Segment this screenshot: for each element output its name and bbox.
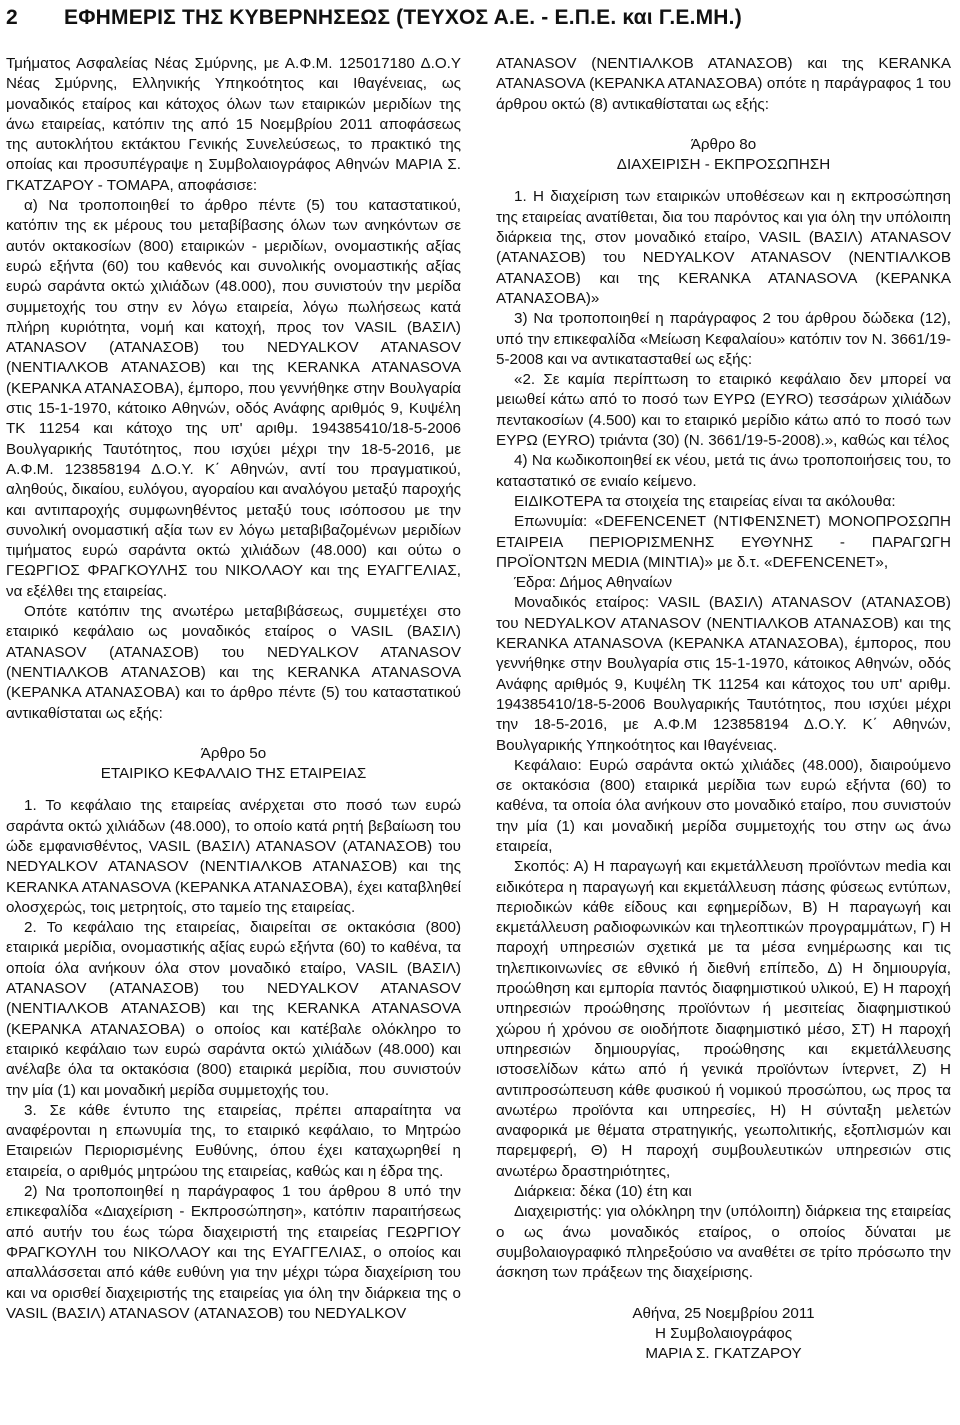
left-column (6, 54, 461, 1324)
article-8-title: ΔΙΑΧΕΙΡΙΣΗ - ΕΚΠΡΟΣΩΠΗΣΗ (616, 156, 831, 174)
article-5-heading: Άρθρο 5ο (200, 744, 267, 762)
signature-date: Αθήνα, 25 Νοεμβρίου 2011 (632, 1304, 815, 1322)
company-name: Επωνυμία: «DEFENCENET (ΝΤΙΦΕΝΣΝΕΤ) ΜΟΝΟΠΡΟΣΩΠΗ ΕΤΑΙΡΕΙΑ ΠΕΡΙΟΡΙΣΜΕΝΗΣ ΕΥΘΥΝΗΣ - ΠΑΡΑΓΩΓΗ ΠΡΟΪΟΝΤΩΝ MEDIA (ΜΙΝΤΙΑ)» με δ.τ. «DEFENCENET», (496, 513, 951, 571)
article-5-para-2: 2. Το κεφάλαιο της εταιρείας, διαιρείται σε οκτακόσια (800) εταιρικά μερίδια, ονομαστικής αξίας ευρώ εξήντα (60) το καθένα, τα οποία όλα ανήκουν όλα στον μοναδικό εταίρο, VASIL (ΒΑΣΙΛ) ATANASOV (ΑΤΑΝΑΣΟΒ) του NEDYALKOV ATANASOV (ΝΕΝΤΙΑΛΚΟΒ ΑΤΑΝΑΣΟΒ) και της KERANKA ATANASOVA (ΚΕΡΑΝΚΑ ΑΤΑΝΑΣΟΒΑ) ο οποίος και κατέβαλε ολόκληρο το εταιρικό κεφάλαιο των ευρώ σαράντα οκτώ χιλιάδων (48.000) και ανέλαβε όλα τα οκτακόσια (800) εταιρικά μερίδια, που συνιστούν την μία (1) και μοναδική μερίδα συμμετοχής του. (6, 919, 461, 1099)
article-5-title: ΕΤΑΙΡΙΚΟ ΚΕΦΑΛΑΙΟ ΤΗΣ ΕΤΑΙΡΕΙΑΣ (100, 765, 367, 783)
company-seat: Έδρα: Δήμος Αθηναίων (514, 574, 673, 592)
right-column (496, 54, 951, 1364)
company-details-intro: ΕΙΔΙΚΟΤΕΡΑ τα στοιχεία της εταιρείας είναι τα ακόλουθα: (514, 492, 896, 510)
paragraph-amendment-a: α) Να τροποποιηθεί το άρθρο πέντε (5) του καταστατικού, κατόπιν της εκ μέρους του μεταβίβασης όλων των ανηκόντων σε αυτόν οκτακοσίων (800) εταιρικών - μεριδίων, ονομαστικής αξίας ευρώ εξήντα (60) του καθενός και συνολικής ονομαστικής αξίας ευρώ σαράντα οκτώ χιλιάδων (48.000), που συνιστούν την μερίδα συμμετοχής του στην εν λόγω εταιρεία, λόγω πωλήσεως κατά πλήρη κυριότητα, νομή και κατοχή, προς τον VASIL (ΒΑΣΙΛ) ATANASOV (ΑΤΑΝΑΣΟΒ) του NEDYALKOV ATANASOV (ΝΕΝΤΙΑΛΚΟΒ ΑΤΑΝΑΣΟΒ) και της KERANKA ATANASOVA (ΚΕΡΑΝΚΑ ΑΤΑΝΑΣΟΒΑ), έμπορο, που γεννήθηκε στην Βουλγαρία στις 15-1-1970, κάτοικο Αθηνών, οδός Ανάφης αριθμός 9, Κυψέλη ΤΚ 11254 και κάτοχο της υπ' αριθμ. 194385410/18-5-2006 Βουλγαρικής Ταυτότητος, που ισχύει μέχρι την 18-5-2016, με Α.Φ.Μ. 123858194 Δ.Ο.Υ. Κ΄ Αθηνών, αντί του πραγματικού, αληθούς, δικαίου, ευλόγου, αγοραίου και αναλόγου μεταξύ παροχής και αντιπαροχής συμφωνηθέντος μεταξύ τους ισόποσου με την συνολική ονομαστική αξία των εν λόγω μεταβιβαζομένων μεριδίων τιμήματος ευρώ σαράντα οκτώ χιλιάδων (48.000) και ούτω ο ΓΕΩΡΓΙΟΣ ΦΡΑΓΚΟΥΛΗΣ του ΝΙΚΟΛΑΟΥ και της ΕΥΑΓΓΕΛΙΑΣ, να εξέλθει της εταιρείας. (6, 197, 461, 600)
company-capital: Κεφάλαιο: Ευρώ σαράντα οκτώ χιλιάδες (48.000), διαιρούμενο σε οκτακόσια (800) εταιρικά μερίδια των ευρώ εξήντα (60) το καθένα, τα οποία όλα ανήκουν στο μοναδικό εταίρο, που συνιστούν την μία (1) και μοναδική μερίδα συμμετοχής του στην ως άνω εταιρεία, (496, 756, 951, 855)
page-header (0, 4, 960, 38)
paragraph-continuation: ATANASOV (ΝΕΝΤΙΑΛΚΟΒ ΑΤΑΝΑΣΟΒ) και της KERANKA ATANASOVA (ΚΕΡΑΝΚΑ ΑΤΑΝΑΣΟΒΑ) οπότε η παράγραφος 1 του άρθρου οκτώ (8) αντικαθίσταται ως εξής: (496, 55, 951, 113)
company-purpose: Σκοπός: Α) Η παραγωγή και εκμετάλλευση προϊόντων media και ειδικότερα η παραγωγή και εκμετάλλευση πάσης φύσεως εντύπων, περιοδικών κάθε είδους και εφημερίδων, Β) Η παραγωγή και εκμετάλλευση ραδιοφωνικών και τηλεοπτικών προγραμμάτων, Γ) Η παροχή υπηρεσιών σχετικά με τα μέσα ενημέρωσης και τις τηλεπικοινωνίες σε εθνικό ή διεθνή επίπεδο, Δ) Η δημιουργία, προώθηση και εμπορία παντός διαφημιστικού υλικού, Ε) Η παροχή υπηρεσιών προώθησης προϊόντων ή μεσιτείας διαφημιστικού χώρου ή χρόνου σε οιοδήποτε διαφημιστικό μέσο, ΣΤ) Η παροχή υπηρεσιών δημιουργίας, προώθησης και εκμετάλλευσης ιστοσελίδων κάτω από ή γενικά προϊόντων ίντερνετ, Ζ) Η αντιπροσώπευση κάθε φυσικού ή νομικού προσώπου, ως προς τα ανωτέρω προϊόντα και υπηρεσίες, Η) Η σύνταξη μελετών αναφορικά με θέματα στρατηγικής, γεωπολιτικής, εξοπλισμών και παρεμφερή, Θ) Η παροχή συμβουλευτικών υπηρεσιών στις ανωτέρω δραστηριότητες, (496, 858, 951, 1180)
company-duration: Διάρκεια: δέκα (10) έτη και (514, 1183, 692, 1201)
article-5-para-1: 1. Το κεφάλαιο της εταιρείας ανέρχεται στο ποσό των ευρώ σαράντα οκτώ χιλιάδων (48.000), το οποίο κατά ρητή βεβαίωση του ώδε εμφανισθέντος, VASIL (ΒΑΣΙΛ) ATANASOV (ΑΤΑΝΑΣΟΒ) του NEDYALKOV ATANASOV (ΝΕΝΤΙΑΛΚΟΒ ΑΤΑΝΑΣΟΒ) και της KERANKA ATANASOVA (ΚΕΡΑΝΚΑ ΑΤΑΝΑΣΟΒΑ), έχει καταβληθεί ολοσχερώς, τοις μετρητοίς, στο ταμείο της εταιρείας. (6, 797, 461, 916)
article-8-para-1: 1. Η διαχείριση των εταιρικών υποθέσεων και η εκπροσώπηση της εταιρείας ανατίθεται, δια του παρόντος και για όλη την υπόλοιπη διάρκεια της, στον μοναδικό εταίρο, VASIL (ΒΑΣΙΛ) ATANASOV (ΑΤΑΝΑΣΟΒ) του NEDYALKOV ATANASOV (ΝΕΝΤΙΑΛΚΟΒ ΑΤΑΝΑΣΟΒ) και της KERANKA ATANASOVA (ΚΕΡΑΝΚΑ ΑΤΑΝΑΣΟΒΑ)» (496, 188, 951, 307)
paragraph-amendment-2: 2) Να τροποποιηθεί η παράγραφος 1 του άρθρου 8 υπό την επικεφαλίδα «Διαχείριση - Εκπροσώπηση», κατόπιν παραιτήσεως από αυτήν του έως τώρα διαχειριστή της εταιρείας ΓΕΩΡΓΙΟΥ ΦΡΑΓΚΟΥΛΗ του ΝΙΚΟΛΑΟΥ και της ΕΥΑΓΓΕΛΙΑΣ, ο οποίος και απαλλάσσεται από κάθε ευθύνη για την μέχρι τώρα διαχείριση του και να ορισθεί διαχειριστής της εταιρείας για όλη την διάρκεια της ο VASIL (ΒΑΣΙΛ) ATANASOV (ΑΤΑΝΑΣΟΒ) του NEDYALKOV (6, 1183, 461, 1322)
article-8-heading: Άρθρο 8ο (690, 135, 757, 153)
page-number: 2 (6, 6, 18, 29)
signature-name: ΜΑΡΙΑ Σ. ΓΚΑΤΖΑΡΟΥ (645, 1345, 802, 1363)
company-administrator: Διαχειριστής: για ολόκληρη την (υπόλοιπη) διάρκεια της εταιρείας ο ως άνω μοναδικός εταίρος, ο οποίος δύναται με συμβολαιογραφικό πληρεξούσιο να αναθέτει σε τρίτο πρόσωπο την άσκηση των πράξεων της διαχείρισης. (496, 1203, 951, 1282)
sole-partner: Μοναδικός εταίρος: VASIL (ΒΑΣΙΛ) ATANASOV (ΑΤΑΝΑΣΟΒ) του NEDYALKOV ATANASOV (ΝΕΝΤΙΑΛΚΟΒ ΑΤΑΝΑΣΟΒ) και της KERANKA ATANASOVA (ΚΕΡΑΝΚΑ ΑΤΑΝΑΣΟΒΑ), έμπορος, που γεννήθηκε στην Βουλγαρία στις 15-1-1970, κάτοικος Αθηνών, οδός Ανάφης αριθμός 9, Κυψέλη ΤΚ 11254 και κάτοχος του υπ' αριθμ. 194385410/18-5-2006 Βουλγαρικής Ταυτότητος, που ισχύει μέχρι την 18-5-2016, με Α.Φ.Μ 123858194 Δ.Ο.Υ. Κ΄ Αθηνών, Βουλγαρικής Υπηκοότητος και Ιθαγένειας. (496, 594, 951, 754)
paragraph-after-transfer: Οπότε κατόπιν της ανωτέρω μεταβιβάσεως, συμμετέχει στο εταιρικό κεφάλαιο ως μοναδικός εταίρος ο VASIL (ΒΑΣΙΛ) ATANASOV (ΑΤΑΝΑΣΟΒ) του NEDYALKOV ATANASOV (ΝΕΝΤΙΑΛΚΟΒ ΑΤΑΝΑΣΟΒ) και της KERANKA ATANASOVA (ΚΕΡΑΝΚΑ ΑΤΑΝΑΣΟΒΑ) και το άρθρο πέντε (5) του καταστατικού αντικαθίσταται ως εξής: (6, 603, 461, 722)
capital-reduction-text: «2. Σε καμία περίπτωση το εταιρικό κεφάλαιο δεν μπορεί να μειωθεί κάτω από το ποσό των ΕΥΡΩ (EYRO) τεσσάρων χιλιάδων πεντακοσίων (4.500) και το εταιρικό μερίδιο κάτω από το ποσό των ΕΥΡΩ (EYRO) τριάντα (30) (Ν. 3661/19-5-2008).», καθώς και τέλος (496, 371, 951, 450)
gazette-title: ΕΦΗΜΕΡΙΣ ΤΗΣ ΚΥΒΕΡΝΗΣΕΩΣ (ΤΕΥΧΟΣ Α.Ε. - Ε.Π.Ε. και Γ.Ε.ΜΗ.) (64, 6, 742, 29)
paragraph-amendment-4: 4) Να κωδικοποιηθεί εκ νέου, μετά τις άνω τροποποιήσεις του, το καταστατικό σε ενιαίο κείμενο. (496, 452, 951, 490)
article-5-para-3: 3. Σε κάθε έντυπο της εταιρείας, πρέπει απαραίτητα να αναφέρονται η επωνυμία της, το εταιρικό κεφάλαιο, το Μητρώο Εταιρειών Περιορισμένης Ευθύνης, όπου έχει καταχωρηθεί η εταιρεία, ο αριθμός μητρώου της εταιρείας, καθώς και η έδρα της. (6, 1101, 461, 1180)
paragraph-intro: Τμήματος Ασφαλείας Νέας Σμύρνης, με Α.Φ.Μ. 125017180 Δ.Ο.Υ Νέας Σμύρνης, Ελληνικής Υπηκοότητος και Ιθαγένειας, ως μοναδικός εταίρος και κάτοχος όλων των εταιρικών μεριδίων της άνω εταιρείας, κατόπιν της από 15 Νοεμβρίου 2011 αποφάσεως της αυτοκλήτου εκτάκτου Γενικής Συνελεύσεως, το πρακτικό της οποίας και προσυπέγραψε η Συμβολαιογράφος Αθηνών ΜΑΡΙΑ Σ. ΓΚΑΤΖΑΡΟΥ - ΤΟΜΑΡΑ, αποφάσισε: (6, 55, 461, 194)
paragraph-amendment-3: 3) Να τροποποιηθεί η παράγραφος 2 του άρθρου δώδεκα (12), υπό την επικεφαλίδα «Μείωση Κεφαλαίου» κατόπιν τον Ν. 3661/19-5-2008 και να αντικατασταθεί ως εξής: (496, 310, 951, 368)
signature-role: Η Συμβολαιογράφος (654, 1324, 793, 1342)
